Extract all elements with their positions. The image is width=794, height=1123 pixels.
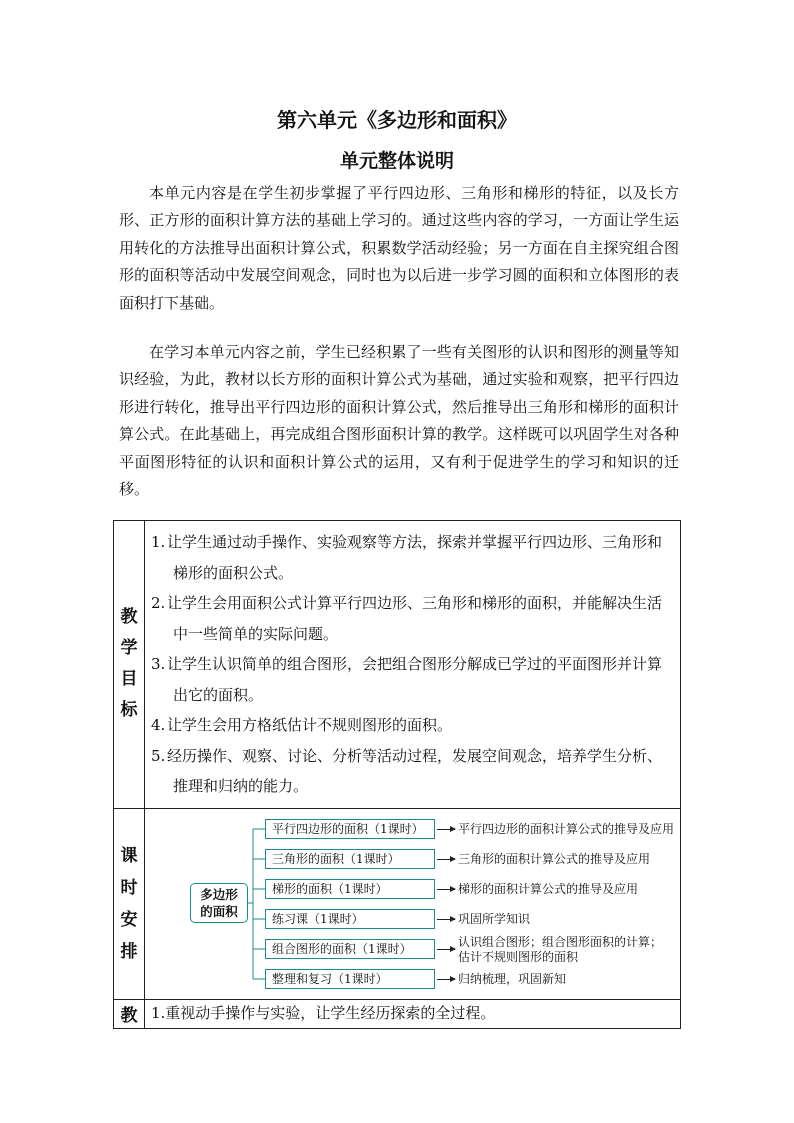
goal-item: 2. 让学生会用面积公式计算平行四边形、三角形和梯形的面积，并能解决生活中一些简单的实际问题。: [151, 594, 663, 643]
lesson-box: 组合图形的面积（1课时）: [265, 939, 435, 959]
schedule-header-char: 排: [120, 941, 138, 962]
goal-item: 1. 让学生通过动手操作、实验观察等方法，探索并掌握平行四边形、三角形和梯形的面积公式。: [151, 533, 663, 582]
teaching-suggestion: 1.重视动手操作与实验，让学生经历探索的全过程。: [151, 1004, 496, 1022]
arrow-icon: [437, 979, 455, 980]
goal-item: 3. 让学生认识简单的组合图形，会把组合图形分解成已学过的平面图形并计算出它的面积。: [151, 655, 663, 704]
goals-row: [114, 521, 681, 809]
lesson-box: 练习课（1课时）: [265, 909, 435, 929]
schedule-diagram: [145, 809, 680, 999]
goals-header-char: 标: [120, 700, 138, 721]
schedule-content-cell: [145, 808, 681, 999]
goals-list: [145, 521, 680, 808]
arrow-icon: [437, 949, 455, 950]
arrow-icon: [437, 859, 455, 860]
schedule-root-node: 多边形 的面积: [190, 883, 248, 923]
lesson-description: 认识组合图形；组合图形面积的计算； 估计不规则图形的面积: [458, 934, 663, 964]
schedule-header-char: 课: [120, 845, 138, 866]
schedule-header-char: 时: [120, 877, 138, 898]
intro-paragraph-1: 本单元内容是在学生初步掌握了平行四边形、三角形和梯形的特征，以及长方形、正方形的面积计算方法的基础上学习的。通过这些内容的学习，一方面让学生运用转化的方法推导出面积计算公式，积累数学活动经验；另一方面在自主探究组合图形的面积等活动中发展空间观念，同时也为以后进一步学习圆的面积和立体图形的表面积打下基础。: [119, 184, 679, 312]
schedule-header-char: 安: [120, 909, 138, 930]
document-title: 第六单元《多边形和面积》: [277, 108, 517, 132]
lesson-description: 梯形的面积计算公式的推导及应用: [458, 881, 639, 896]
goals-header-char: 教: [120, 607, 138, 628]
intro-paragraph-2: 在学习本单元内容之前，学生已经积累了一些有关图形的认识和图形的测量等知识经验，为此，教材以长方形的面积计算公式为基础，通过实验和观察，把平行四边形进行转化，推导出平行四边形的面积计算公式，然后推导出三角形和梯形的面积计算公式。在此基础上，再完成组合图形面积计算的教学。这样既可以巩固学生对各种平面图形特征的认识和面积计算公式的运用，又有利于促进学生的学习和知识的迁移。: [119, 343, 679, 499]
goal-item: 4. 让学生会用方格纸估计不规则图形的面积。: [151, 716, 453, 734]
lesson-description: 巩固所学知识: [458, 911, 531, 926]
goals-content-cell: [145, 521, 681, 809]
lesson-box: 整理和复习（1课时）: [265, 969, 435, 989]
lesson-box: 三角形的面积（1课时）: [265, 849, 435, 869]
goals-header-char: 学: [120, 638, 138, 659]
document-subtitle: 单元整体说明: [339, 150, 454, 172]
goals-header-char: 目: [120, 669, 138, 690]
goal-item: 5. 经历操作、观察、讨论、分析等活动过程，发展空间观念，培养学生分析、推理和归纳的能力。: [151, 746, 663, 795]
lesson-description: 归纳梳理，巩固新知: [458, 971, 567, 986]
lesson-description: 三角形的面积计算公式的推导及应用: [458, 851, 651, 866]
schedule-header-cell: [114, 808, 145, 999]
teaching-row: [114, 999, 681, 1028]
schedule-row: [114, 808, 681, 999]
lesson-box: 平行四边形的面积（1课时）: [265, 819, 435, 839]
lesson-description: 平行四边形的面积计算公式的推导及应用: [458, 821, 675, 836]
lesson-box: 梯形的面积（1课时）: [265, 879, 435, 899]
unit-table: [113, 520, 681, 1029]
teaching-content-cell: [145, 999, 681, 1028]
arrow-icon: [437, 829, 455, 830]
arrow-icon: [437, 889, 455, 890]
teaching-header-cell: 教: [114, 999, 145, 1028]
arrow-icon: [437, 919, 455, 920]
goals-header-cell: [114, 521, 145, 809]
